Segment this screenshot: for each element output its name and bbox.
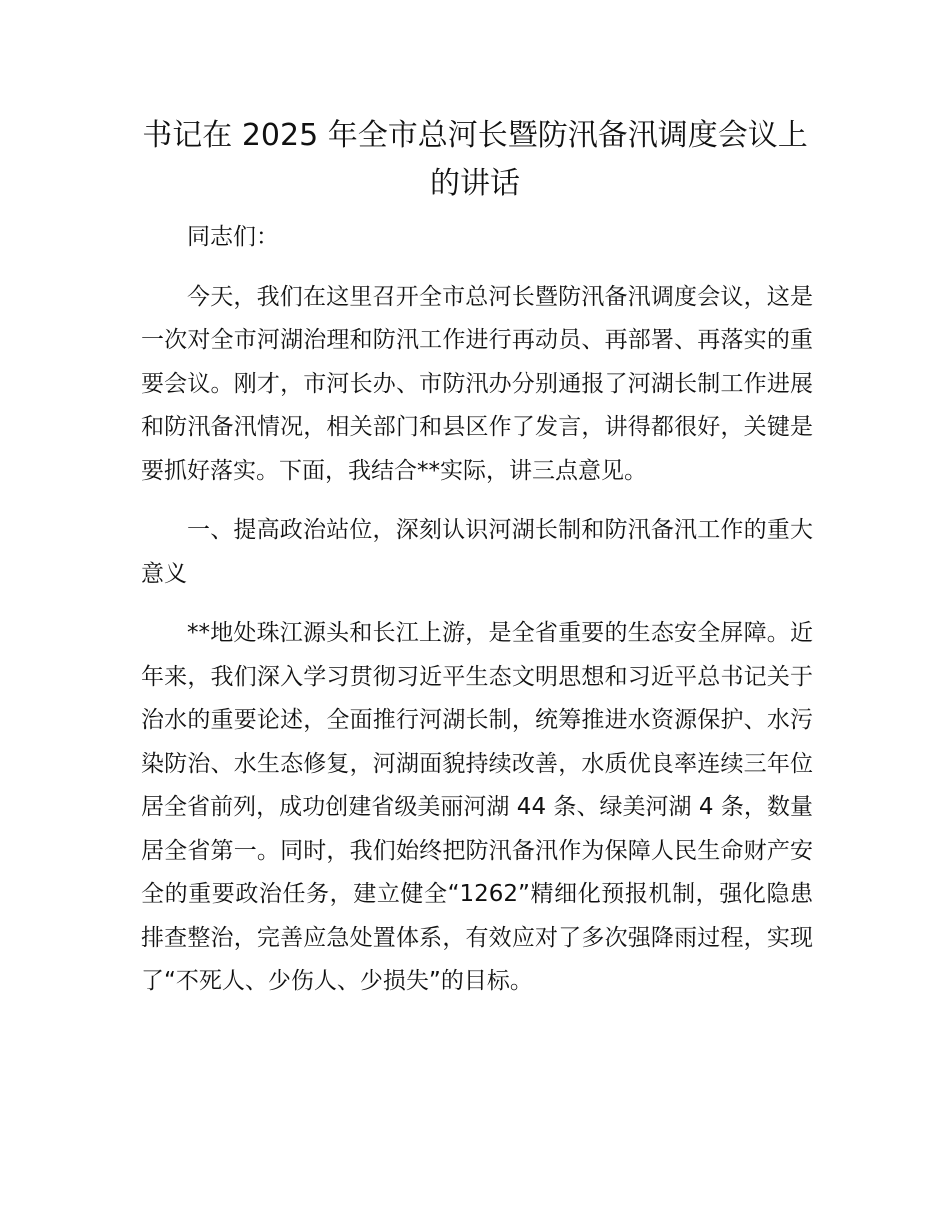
document-body — [141, 216, 813, 1020]
section-heading-1: 一、提高政治站位，深刻认识河湖长制和防汛备汛工作的重大意义 — [141, 517, 813, 587]
paragraph-opening: 今天，我们在这里召开全市总河长暨防汛备汛调度会议，这是一次对全市河湖治理和防汛工作进行再动员、再部署、再落实的重要会议。刚才，市河长办、市防汛办分别通报了河湖长制工作进展和防汛备汛情况，相关部门和县区作了发言，讲得都很好，关键是要抓好落实。下面，我结合**实际，讲三点意见。 — [141, 283, 813, 484]
paragraph-background: **地处珠江源头和长江上游，是全省重要的生态安全屏障。近年来，我们深入学习贯彻习近平生态文明思想和习近平总书记关于治水的重要论述，全面推行河湖长制，统筹推进水资源保护、水污染防治、水生态修复，河湖面貌持续改善，水质优良率连续三年位居全省前列，成功创建省级美丽河湖 44 条、绿美河湖 4 条，数量居全省第一。同时，我们始终把防汛备汛作为保障人民生命财产安全的重要政治任务，建立健全“1262”精细化预报机制，强化隐患排查整治，完善应急处置体系，有效应对了多次强降雨过程，实现了“不死人、少伤人、少损失”的目标。 — [141, 620, 813, 994]
greeting: 同志们： — [187, 224, 279, 250]
document-title: 书记在 2025 年全市总河长暨防汛备汛调度会议上的讲话 — [142, 118, 808, 201]
